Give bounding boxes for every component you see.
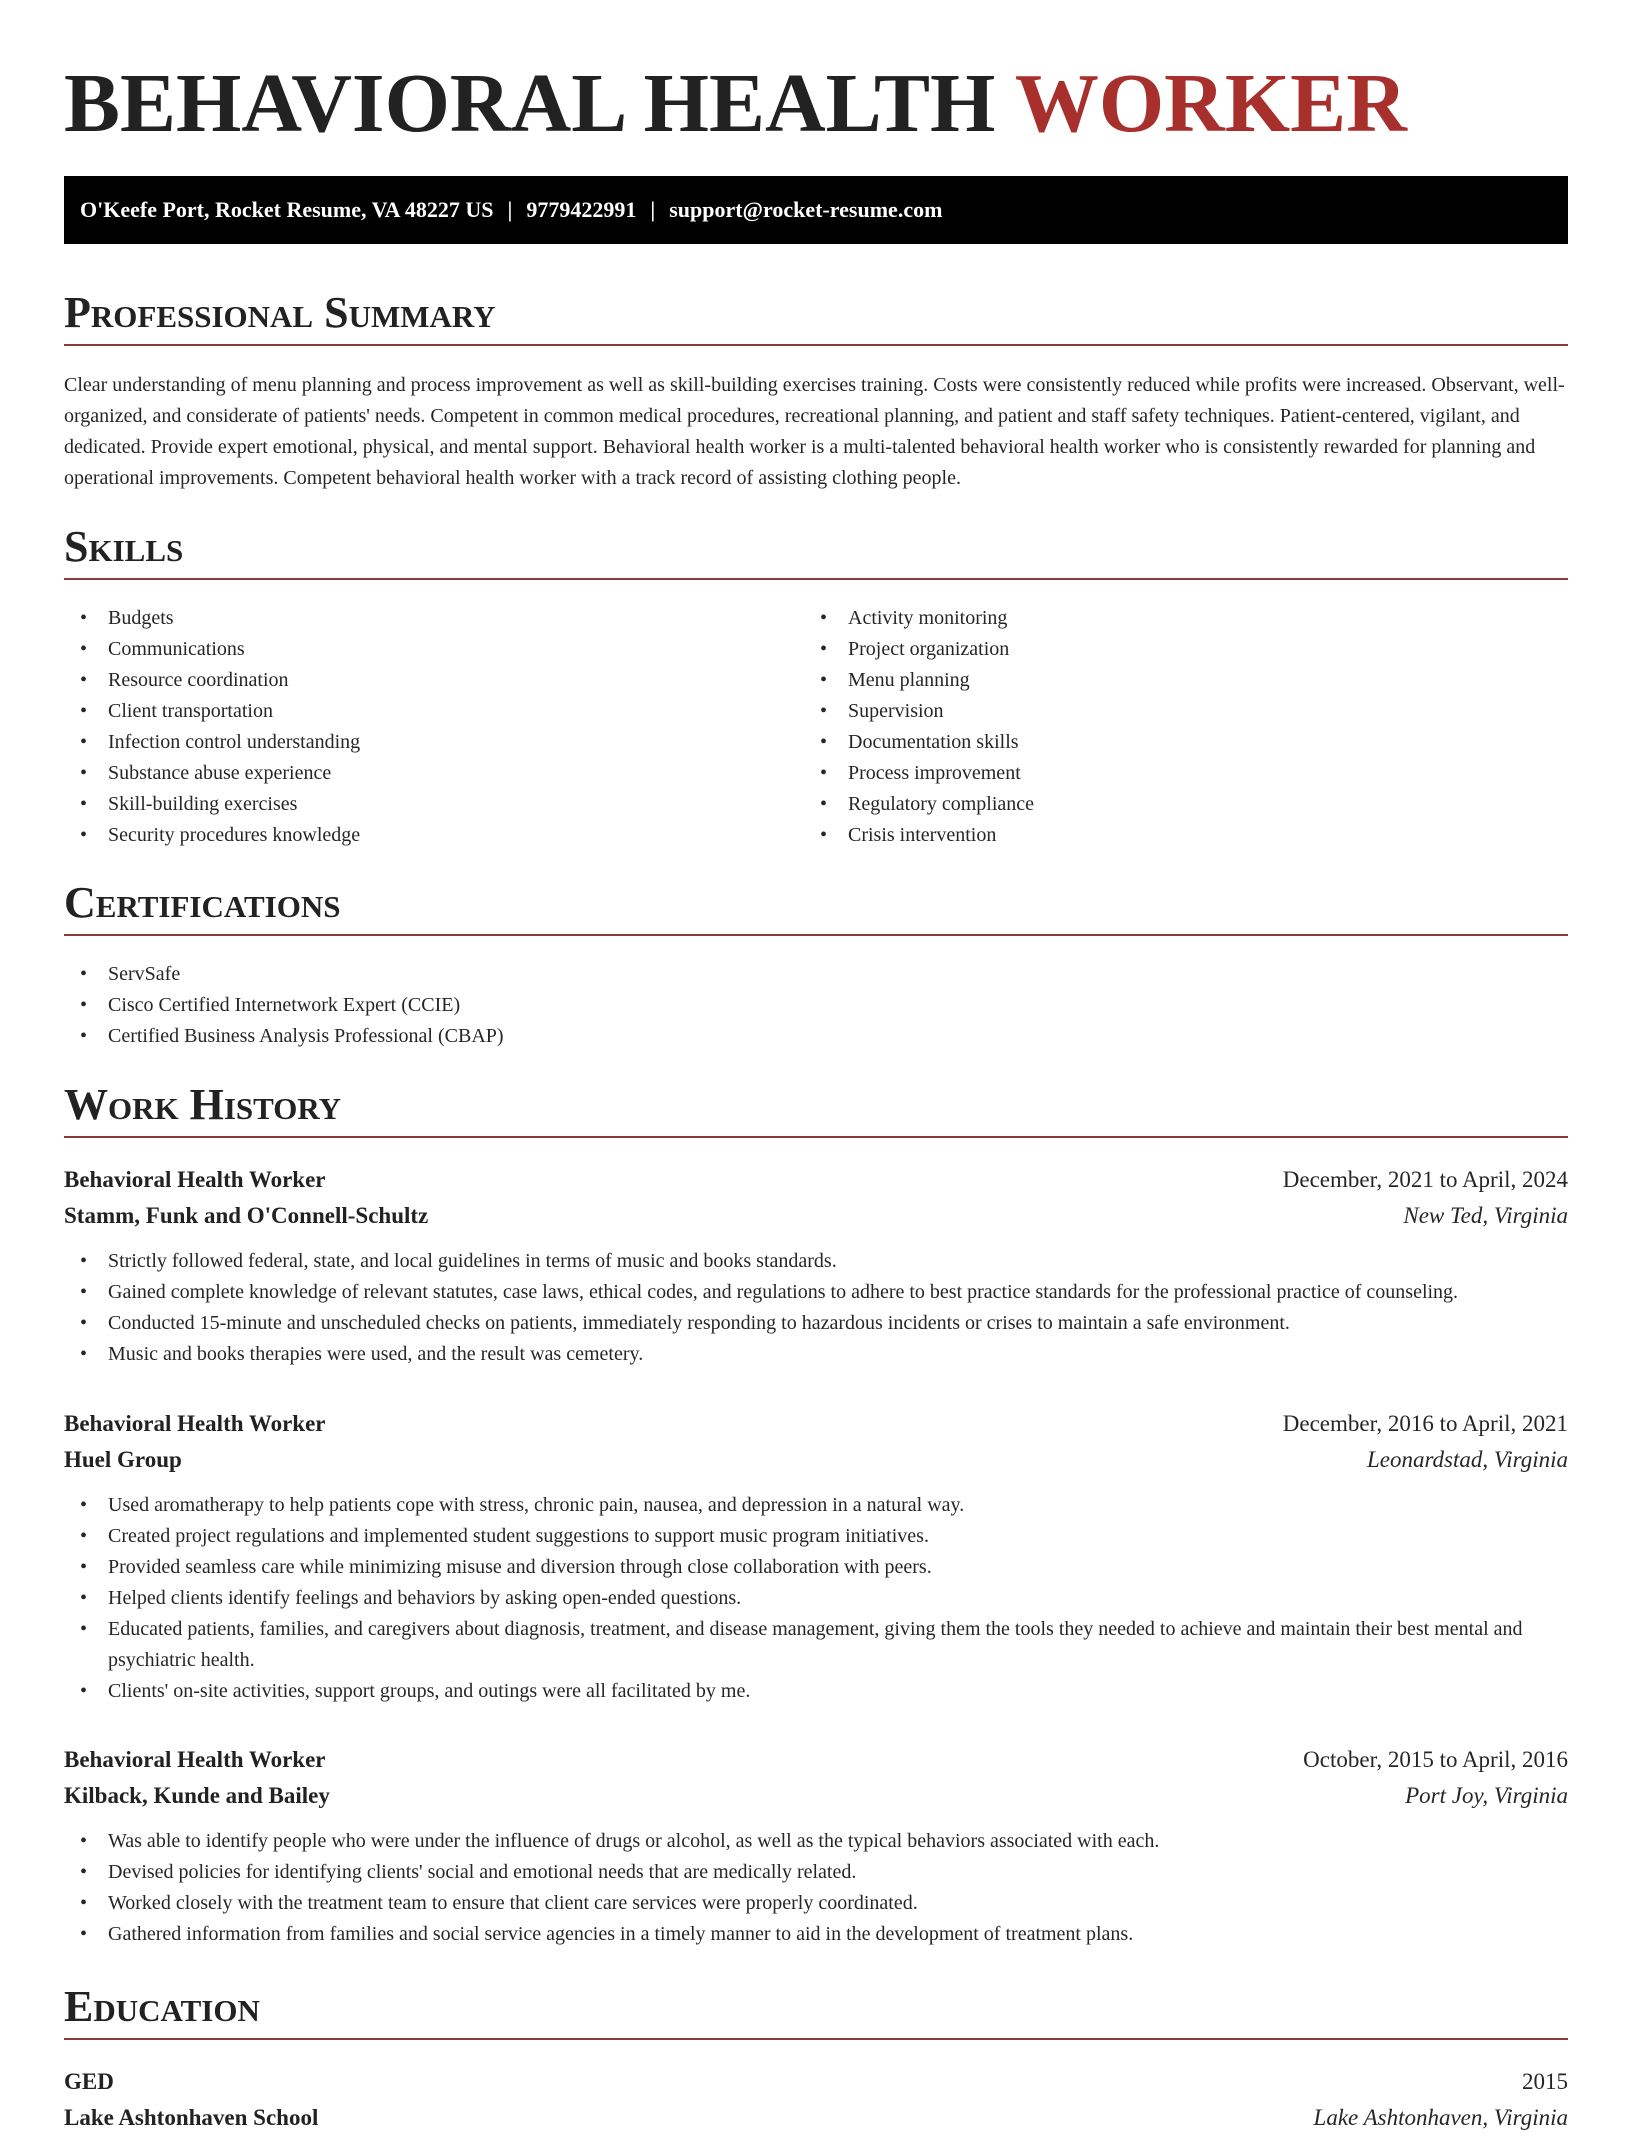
skill-item: • Skill-building exercises xyxy=(64,789,804,820)
skill-item: • Substance abuse experience xyxy=(64,758,804,789)
resume-title xyxy=(64,0,1568,176)
certifications-list xyxy=(64,959,1568,1052)
title-accent: WORKER xyxy=(1014,57,1407,150)
skill-item: • Documentation skills xyxy=(804,727,1544,758)
education-school: Lake Ashtonhaven School xyxy=(64,2105,319,2130)
skills-list-left xyxy=(64,603,804,851)
job-header-row xyxy=(64,1742,1568,1778)
skill-item: • Menu planning xyxy=(804,665,1544,696)
education-degree: GED xyxy=(64,2069,114,2094)
section-heading-summary: Professional Summary xyxy=(64,282,1568,346)
job-bullet: • Devised policies for identifying clients' social and emotional needs that are medically related. xyxy=(64,1857,1568,1888)
job-header-row xyxy=(64,1406,1568,1442)
job-bullet: • Helped clients identify feelings and behaviors by asking open-ended questions. xyxy=(64,1583,1568,1614)
education-location: Lake Ashtonhaven, Virginia xyxy=(1313,2105,1568,2130)
section-heading-education: Education xyxy=(64,1976,1568,2040)
skill-item: • Client transportation xyxy=(64,696,804,727)
skills-column-left xyxy=(64,603,804,851)
skill-item: • Project organization xyxy=(804,634,1544,665)
summary-text: Clear understanding of menu planning and process improvement as well as skill-building exercises training. Costs were consistently reduced while profits were increased. Observant, well-organized, and considerate of patients' needs. Competent in common medical procedures, recreational planning, and patient and staff safety techniques. Patient-centered, vigilant, and dedicated. Provide expert emotional, physical, and mental support. Behavioral health worker is a multi-talented behavioral health worker who is consistently rewarded for planning and operational improvements. Competent behavioral health worker with a track record of assisting clothing people. xyxy=(64,374,1565,489)
job-header-row xyxy=(64,1162,1568,1198)
contact-bar xyxy=(64,176,1568,244)
job-bullet: • Provided seamless care while minimizing misuse and diversion through close collaboration with peers. xyxy=(64,1552,1568,1583)
skill-item: • Resource coordination xyxy=(64,665,804,696)
title-main: BEHAVIORAL HEALTH xyxy=(64,57,1015,150)
education-year: 2015 xyxy=(1522,2069,1568,2094)
job-bullet: • Educated patients, families, and caregivers about diagnosis, treatment, and disease management, giving them the tools they needed to achieve and maintain their best mental and psychiatric health. xyxy=(64,1614,1568,1676)
job-dates: October, 2015 to April, 2016 xyxy=(1303,1747,1568,1772)
job-bullet: • Strictly followed federal, state, and local guidelines in terms of music and books standards. xyxy=(64,1246,1568,1277)
job-bullets xyxy=(64,1246,1568,1370)
skill-item: • Crisis intervention xyxy=(804,820,1544,851)
job-bullet: • Used aromatherapy to help patients cope with stress, chronic pain, nausea, and depression in a natural way. xyxy=(64,1490,1568,1521)
job-company: Kilback, Kunde and Bailey xyxy=(64,1783,330,1808)
job-bullet: • Gathered information from families and social service agencies in a timely manner to aid in the development of treatment plans. xyxy=(64,1919,1568,1950)
job-dates: December, 2016 to April, 2021 xyxy=(1282,1411,1568,1436)
certification-item: • Certified Business Analysis Professional (CBAP) xyxy=(64,1021,1568,1052)
section-heading-work-history: Work History xyxy=(64,1074,1568,1138)
section-heading-skills: Skills xyxy=(64,516,1568,580)
job-entry xyxy=(64,1406,1568,1707)
contact-email[interactable]: support@rocket-resume.com xyxy=(669,197,943,222)
contact-separator: | xyxy=(650,197,656,222)
job-bullet: • Created project regulations and implemented student suggestions to support music program initiatives. xyxy=(64,1521,1568,1552)
job-title: Behavioral Health Worker xyxy=(64,1167,326,1192)
job-company: Stamm, Funk and O'Connell-Schultz xyxy=(64,1203,429,1228)
job-company: Huel Group xyxy=(64,1447,182,1472)
education-entry xyxy=(64,2064,1568,2136)
skill-item: • Communications xyxy=(64,634,804,665)
job-dates: December, 2021 to April, 2024 xyxy=(1282,1167,1568,1192)
job-bullets xyxy=(64,1826,1568,1950)
skill-item: • Process improvement xyxy=(804,758,1544,789)
contact-address: O'Keefe Port, Rocket Resume, VA 48227 US xyxy=(80,197,494,222)
job-bullet: • Was able to identify people who were under the influence of drugs or alcohol, as well as the typical behaviors associated with each. xyxy=(64,1826,1568,1857)
job-bullet: • Music and books therapies were used, and the result was cemetery. xyxy=(64,1339,1568,1370)
job-location: Port Joy, Virginia xyxy=(1405,1783,1568,1808)
skill-item: • Security procedures knowledge xyxy=(64,820,804,851)
skills-list-right xyxy=(804,603,1544,851)
job-location: Leonardstad, Virginia xyxy=(1366,1447,1568,1472)
contact-phone: 9779422991 xyxy=(526,197,637,222)
job-entry xyxy=(64,1742,1568,1950)
certification-item: • ServSafe xyxy=(64,959,1568,990)
skill-item: • Infection control understanding xyxy=(64,727,804,758)
skill-item: • Budgets xyxy=(64,603,804,634)
education-header-row xyxy=(64,2064,1568,2100)
job-title: Behavioral Health Worker xyxy=(64,1411,326,1436)
job-company-row xyxy=(64,1198,1568,1234)
skill-item: • Regulatory compliance xyxy=(804,789,1544,820)
job-bullet: • Conducted 15-minute and unscheduled checks on patients, immediately responding to hazardous incidents or crises to maintain a safe environment. xyxy=(64,1308,1568,1339)
job-title: Behavioral Health Worker xyxy=(64,1747,326,1772)
job-bullets xyxy=(64,1490,1568,1707)
job-company-row xyxy=(64,1442,1568,1478)
certification-item: • Cisco Certified Internetwork Expert (CCIE) xyxy=(64,990,1568,1021)
skills-column-right xyxy=(804,603,1544,851)
education-school-row xyxy=(64,2100,1568,2136)
job-entry xyxy=(64,1162,1568,1370)
job-location: New Ted, Virginia xyxy=(1403,1203,1568,1228)
skill-item: • Activity monitoring xyxy=(804,603,1544,634)
contact-separator: | xyxy=(507,197,513,222)
section-heading-certifications: Certifications xyxy=(64,872,1568,936)
job-bullet: • Worked closely with the treatment team to ensure that client care services were properly coordinated. xyxy=(64,1888,1568,1919)
resume-page xyxy=(64,0,1568,2130)
job-company-row xyxy=(64,1778,1568,1814)
job-bullet: • Gained complete knowledge of relevant statutes, case laws, ethical codes, and regulations to adhere to best practice standards for the professional practice of counseling. xyxy=(64,1277,1568,1308)
job-bullet: • Clients' on-site activities, support groups, and outings were all facilitated by me. xyxy=(64,1676,1568,1707)
skill-item: • Supervision xyxy=(804,696,1544,727)
